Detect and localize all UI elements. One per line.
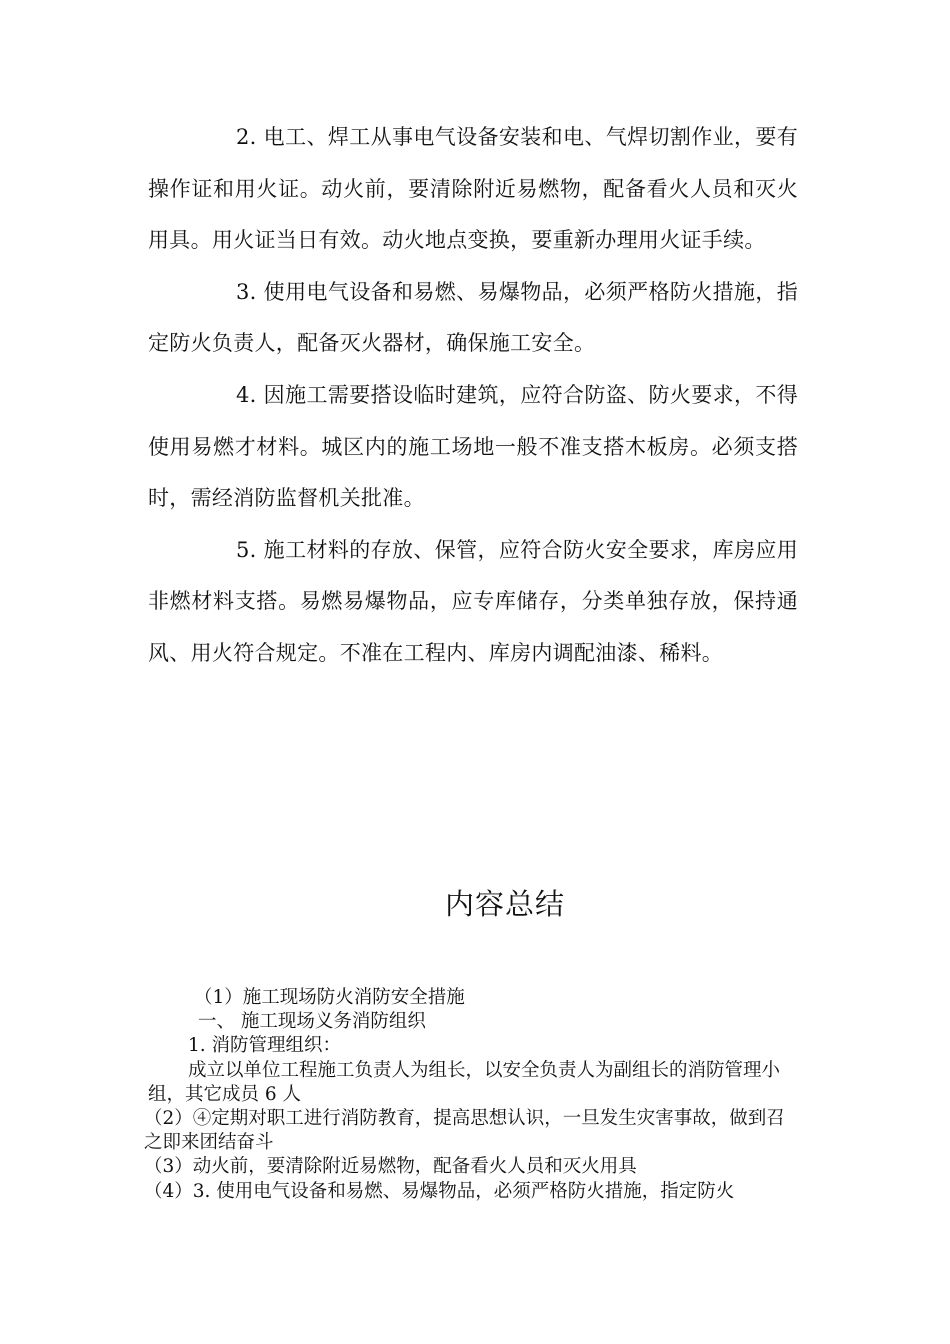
body-text [148, 112, 798, 680]
summary-line: （1）施工现场防火消防安全措施 [194, 987, 465, 1008]
summary-line: 1. 消防管理组织： [188, 1035, 342, 1057]
paragraph-4: 4. 因施工需要搭设临时建筑，应符合防盗、防火要求，不得使用易燃才材料。城区内的施工场地一般不准支搭木板房。必须支搭时，需经消防监督机关批准。 [148, 382, 798, 511]
paragraph-3: 3. 使用电气设备和易燃、易爆物品，必须严格防火措施，指定防火负责人，配备灭火器材，确保施工安全。 [148, 279, 798, 356]
summary-line: （2）④定期对职工进行消防教育，提高思想认识，一旦发生灾害事故，做到召之即来团结奋斗 [144, 1108, 785, 1154]
summary-title: 内容总结 [444, 887, 565, 921]
paragraph-2: 2. 电工、焊工从事电气设备安装和电、气焊切割作业，要有操作证和用火证。动火前，要清除附近易燃物，配备看火人员和灭火用具。用火证当日有效。动火地点变换，要重新办理用火证手续。 [148, 125, 798, 253]
summary-line: （4）3. 使用电气设备和易燃、易爆物品，必须严格防火措施，指定防火 [144, 1180, 735, 1202]
summary-line: 一、 施工现场义务消防组织 [198, 1011, 426, 1033]
summary-line: 成立以单位工程施工负责人为组长，以安全负责人为副组长的消防管理小组，其它成员 6 人 [148, 1059, 781, 1105]
summary-section [144, 986, 798, 1204]
paragraph-5: 5. 施工材料的存放、保管，应符合防火安全要求，库房应用非燃材料支搭。易燃易爆物品，应专库储存，分类单独存放，保持通风、用火符合规定。不准在工程内、库房内调配油漆、稀料。 [148, 537, 798, 665]
summary-line: （3）动火前，要清除附近易燃物，配备看火人员和灭火用具 [144, 1156, 637, 1178]
